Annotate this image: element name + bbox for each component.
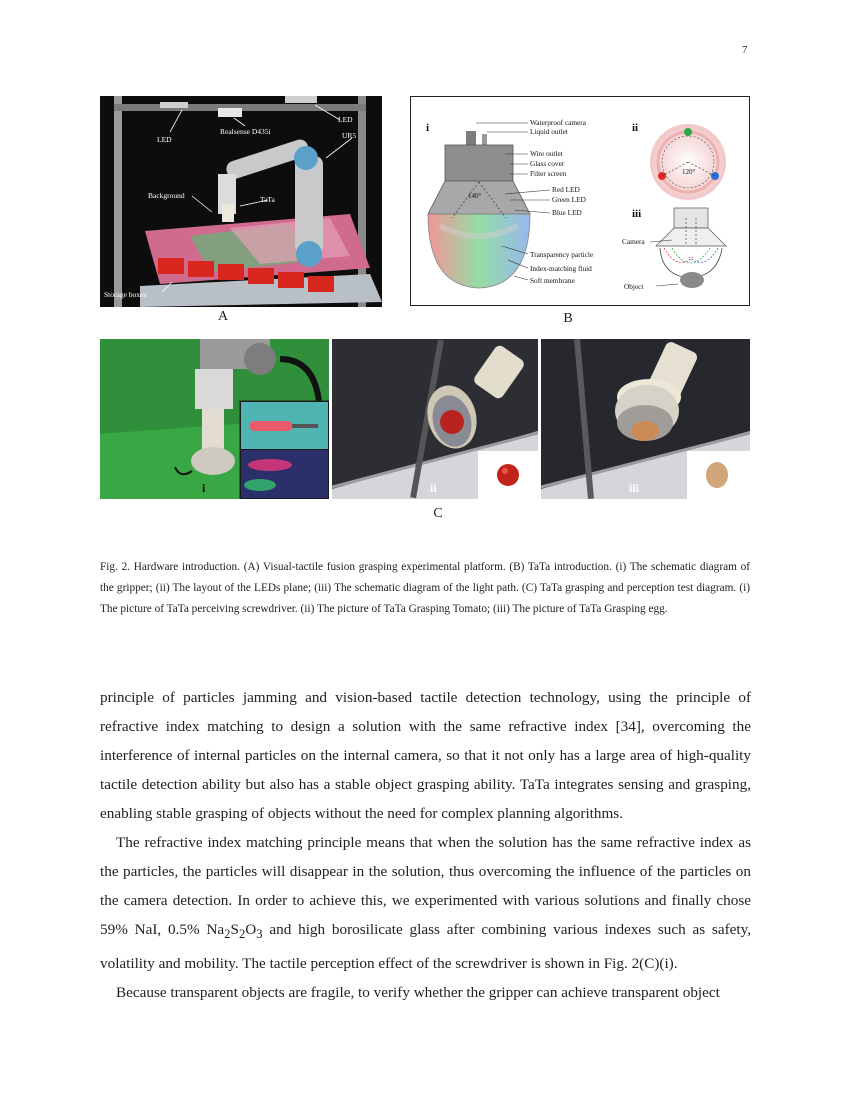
label-filter-screen: Filter screen bbox=[530, 169, 567, 178]
label-led-right: LED bbox=[338, 115, 353, 124]
label-c-i: i bbox=[202, 481, 206, 495]
label-c-iii: iii bbox=[629, 481, 640, 495]
label-angle-140: 140° bbox=[468, 192, 482, 200]
paragraph-2: The refractive index matching principle means that when the solution has the same refractive index as the particles, the particles will disappear in the solution, thus overcoming the influence of the particles on the camera detection. In order to achieve this, we experimented with various solutions and finally chose 59% NaI, 0.5% $Na_2S_2O_3$ and high borosilicate glass after combining various indexes such as safety, volatility and mobility. The tactile perception effect of the screwdriver is shown in Fig. 2(C)(i). bbox=[100, 834, 751, 973]
label-glass-cover: Glass cover bbox=[530, 159, 565, 168]
label-liquid-outlet: Liquid outlet bbox=[530, 127, 568, 136]
label-sub-ii: ii bbox=[632, 122, 639, 134]
panel-letter-b: B bbox=[563, 311, 573, 326]
label-soft-membrane: Soft membrane bbox=[530, 276, 575, 285]
panel-letter-a: A bbox=[217, 309, 229, 324]
label-led-left: LED bbox=[157, 135, 172, 144]
panel-a-photo bbox=[100, 96, 382, 307]
panel-c-i-photo bbox=[100, 339, 329, 499]
label-object: Object bbox=[624, 282, 644, 291]
label-angle-120: 120° bbox=[682, 168, 696, 176]
panel-c-iii-photo bbox=[541, 339, 750, 499]
panel-b-schematic bbox=[410, 96, 750, 306]
label-background: Background bbox=[148, 191, 185, 200]
paragraph-3: Because transparent objects are fragile, to verify whether the gripper can achieve transparent object bbox=[116, 984, 720, 1002]
label-red-led: Red LED bbox=[552, 185, 580, 194]
label-camera: Camera bbox=[622, 237, 645, 246]
label-wire-outlet: Wire outlet bbox=[530, 149, 563, 158]
label-storage-boxes: Storage boxes bbox=[104, 290, 147, 299]
label-realsense: Realsense D435i bbox=[220, 127, 271, 136]
label-index-matching-fluid: Index-matching fluid bbox=[530, 264, 592, 273]
label-ur5: UR5 bbox=[342, 131, 357, 140]
panel-c-ii-photo bbox=[332, 339, 538, 499]
panel-letter-c: C bbox=[433, 506, 443, 521]
label-sub-i: i bbox=[426, 122, 430, 134]
label-blue-led: Blue LED bbox=[552, 208, 582, 217]
label-transparency-particle: Transparency particle bbox=[530, 250, 594, 259]
page-number: 7 bbox=[742, 44, 748, 56]
label-tata: TaTa bbox=[260, 195, 275, 204]
paragraph-1: principle of particles jamming and vision-based tactile detection technology, using the principle of refractive index matching to design a solution with the same refractive index [34], overcoming the interference of internal particles on the internal camera, so that it not only has a large area of high-quality tactile detection ability but also has a stable object grasping ability. TaTa integrates sensing and grasping, enabling stable grasping of objects without the need for complex planning algorithms. bbox=[100, 689, 751, 822]
body-text bbox=[100, 683, 751, 1007]
figure-caption: Fig. 2. Hardware introduction. (A) Visual-tactile fusion grasping experimental platform. (B) TaTa introduction. (i) The schematic diagram of the gripper; (ii) The layout of the LEDs plane; (iii) The schematic diagram of the light path. (C) TaTa grasping and perception test diagram. (i) The picture of TaTa perceiving screwdriver. (ii) The picture of TaTa Grasping Tomato; (iii) The picture of TaTa Grasping egg. bbox=[100, 561, 750, 615]
label-c-ii: ii bbox=[430, 481, 437, 495]
label-waterproof-camera: Waterproof camera bbox=[530, 118, 586, 127]
label-sub-iii: iii bbox=[632, 208, 642, 220]
label-green-led: Green LED bbox=[552, 195, 586, 204]
